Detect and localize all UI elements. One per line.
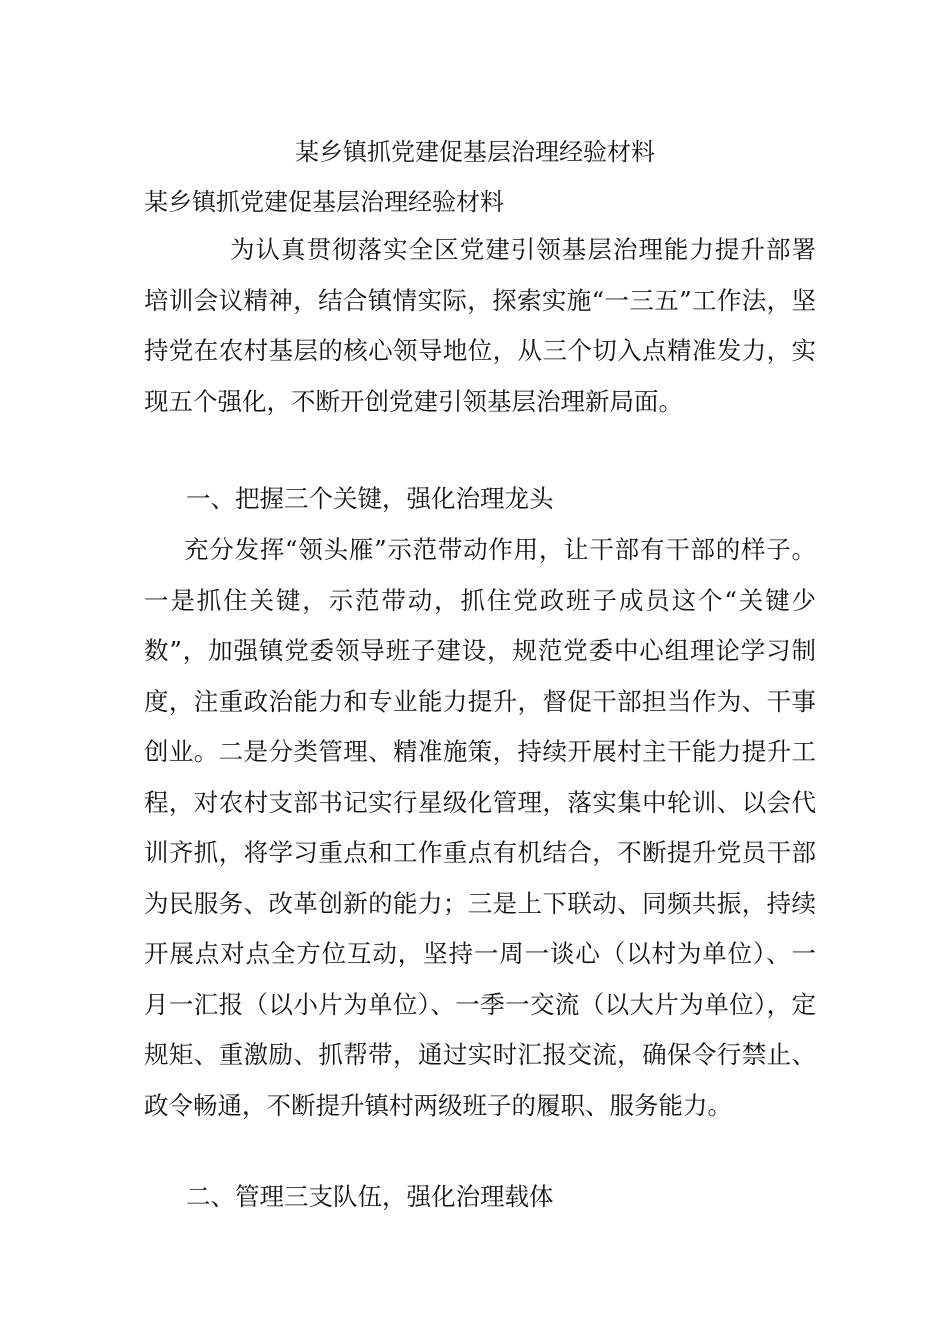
section-heading-2: 二、管理三支队伍，强化治理载体 (186, 1182, 554, 1211)
intro-paragraph: 为认真贯彻落实全区党建引领基层治理能力提升部署培训会议精神，结合镇情实际，探索实施“一三五”工作法，坚持党在农村基层的核心领导地位，从三个切入点精准发力，实现五个强化，不断开创党建引领基层治理新局面。 (144, 235, 816, 416)
section-heading-1: 一、把握三个关键，强化治理龙头 (186, 484, 554, 513)
section-1-paragraph: 充分发挥“领头雁”示范带动作用，让干部有干部的样子。一是抓住关键，示范带动，抓住党政班子成员这个“关键少数”，加强镇党委领导班子建设，规范党委中心组理论学习制度，注重政治能力和专业能力提升，督促干部担当作为、干事创业。二是分类管理、精准施策，持续开展村主干能力提升工程，对农村支部书记实行星级化管理，落实集中轮训、以会代训齐抓，将学习重点和工作重点有机结合，不断提升党员干部为民服务、改革创新的能力；三是上下联动、同频共振，持续开展点对点全方位互动，坚持一周一谈心（以村为单位）、一月一汇报（以小片为单位）、一季一交流（以大片为单位），定规矩、重激励、抓帮带，通过实时汇报交流，确保令行禁止、政令畅通，不断提升镇村两级班子的履职、服务能力。 (144, 535, 816, 1120)
document-subtitle: 某乡镇抓党建促基层治理经验材料 (144, 188, 504, 216)
document-title: 某乡镇抓党建促基层治理经验材料 (295, 138, 655, 166)
